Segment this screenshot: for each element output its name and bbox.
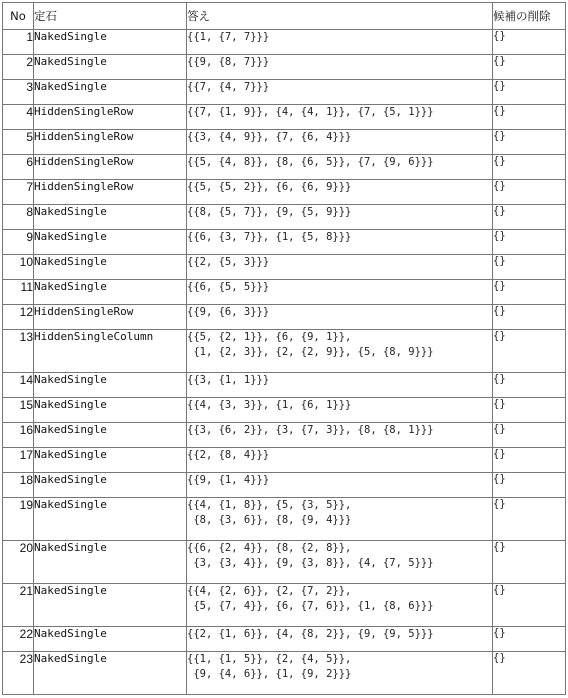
candidate-removal-cell: {}	[493, 280, 566, 305]
candidate-removal-cell: {}	[493, 498, 566, 541]
candidate-removal-cell: {}	[493, 80, 566, 105]
row-number: 10	[3, 255, 34, 280]
candidate-removal-cell: {}	[493, 55, 566, 80]
answer-cell	[187, 541, 493, 584]
candidate-removal-cell: {}	[493, 423, 566, 448]
header-no: No	[3, 3, 34, 30]
table-row	[3, 398, 566, 423]
technique-name: NakedSingle	[34, 423, 187, 448]
answer-cell	[187, 55, 493, 80]
table-row	[3, 280, 566, 305]
row-number: 23	[3, 652, 34, 695]
answer-line: {{6, {3, 7}}, {1, {5, 8}}}	[187, 231, 352, 243]
row-number: 9	[3, 230, 34, 255]
table-row	[3, 80, 566, 105]
technique-name: HiddenSingleRow	[34, 305, 187, 330]
row-number: 16	[3, 423, 34, 448]
technique-name: NakedSingle	[34, 398, 187, 423]
header-row	[3, 3, 566, 30]
table-row	[3, 373, 566, 398]
answer-cell	[187, 498, 493, 541]
candidate-removal-cell: {}	[493, 398, 566, 423]
table-row	[3, 541, 566, 584]
candidate-removal-cell: {}	[493, 155, 566, 180]
row-number: 12	[3, 305, 34, 330]
technique-name: NakedSingle	[34, 55, 187, 80]
table-row	[3, 330, 566, 373]
answer-cell	[187, 305, 493, 330]
answer-line: {8, {3, 6}}, {8, {9, 4}}}	[187, 514, 352, 526]
technique-name: NakedSingle	[34, 230, 187, 255]
technique-name: NakedSingle	[34, 584, 187, 627]
row-number: 5	[3, 130, 34, 155]
candidate-removal-cell: {}	[493, 105, 566, 130]
answer-line: {{2, {8, 4}}}	[187, 449, 270, 461]
answer-line: {{4, {2, 6}}, {2, {7, 2}},	[187, 585, 352, 597]
answer-line: {{7, {4, 7}}}	[187, 81, 270, 93]
answer-line: {1, {2, 3}}, {2, {2, 9}}, {5, {8, 9}}}	[187, 346, 434, 358]
row-number: 17	[3, 448, 34, 473]
answer-cell	[187, 330, 493, 373]
row-number: 4	[3, 105, 34, 130]
table-row	[3, 180, 566, 205]
row-number: 15	[3, 398, 34, 423]
row-number: 19	[3, 498, 34, 541]
answer-cell	[187, 448, 493, 473]
technique-name: NakedSingle	[34, 627, 187, 652]
technique-name: HiddenSingleRow	[34, 155, 187, 180]
table-row	[3, 305, 566, 330]
table-row	[3, 230, 566, 255]
answer-line: {{3, {1, 1}}}	[187, 374, 270, 386]
answer-cell	[187, 205, 493, 230]
answer-cell	[187, 130, 493, 155]
table-row	[3, 205, 566, 230]
answer-line: {3, {3, 4}}, {9, {3, 8}}, {4, {7, 5}}}	[187, 557, 434, 569]
answer-line: {9, {4, 6}}, {1, {9, 2}}}	[187, 668, 352, 680]
table-row	[3, 155, 566, 180]
answer-line: {{8, {5, 7}}, {9, {5, 9}}}	[187, 206, 352, 218]
candidate-removal-cell: {}	[493, 373, 566, 398]
answer-line: {{3, {6, 2}}, {3, {7, 3}}, {8, {8, 1}}}	[187, 424, 434, 436]
answer-line: {{7, {1, 9}}, {4, {4, 1}}, {7, {5, 1}}}	[187, 106, 434, 118]
answer-line: {{9, {6, 3}}}	[187, 306, 270, 318]
table-row	[3, 255, 566, 280]
answer-line: {{4, {3, 3}}, {1, {6, 1}}}	[187, 399, 352, 411]
answer-line: {5, {7, 4}}, {6, {7, 6}}, {1, {8, 6}}}	[187, 600, 434, 612]
candidate-removal-cell: {}	[493, 448, 566, 473]
row-number: 2	[3, 55, 34, 80]
candidate-removal-cell: {}	[493, 130, 566, 155]
technique-name: NakedSingle	[34, 205, 187, 230]
row-number: 13	[3, 330, 34, 373]
table-row	[3, 130, 566, 155]
table-row	[3, 627, 566, 652]
row-number: 11	[3, 280, 34, 305]
candidate-removal-cell: {}	[493, 473, 566, 498]
candidate-removal-cell: {}	[493, 541, 566, 584]
answer-line: {{2, {1, 6}}, {4, {8, 2}}, {9, {9, 5}}}	[187, 628, 434, 640]
candidate-removal-cell: {}	[493, 255, 566, 280]
answer-line: {{5, {4, 8}}, {8, {6, 5}}, {7, {9, 6}}}	[187, 156, 434, 168]
answer-cell	[187, 30, 493, 55]
candidate-removal-cell: {}	[493, 305, 566, 330]
technique-name: HiddenSingleRow	[34, 180, 187, 205]
table-row	[3, 55, 566, 80]
row-number: 20	[3, 541, 34, 584]
candidate-removal-cell: {}	[493, 205, 566, 230]
answer-cell	[187, 652, 493, 695]
answer-line: {{9, {1, 4}}}	[187, 474, 270, 486]
technique-name: NakedSingle	[34, 448, 187, 473]
table-row	[3, 105, 566, 130]
candidate-removal-cell: {}	[493, 627, 566, 652]
candidate-removal-cell: {}	[493, 652, 566, 695]
technique-name: HiddenSingleRow	[34, 105, 187, 130]
row-number: 18	[3, 473, 34, 498]
answer-line: {{1, {1, 5}}, {2, {4, 5}},	[187, 653, 352, 665]
candidate-removal-cell: {}	[493, 30, 566, 55]
answer-cell	[187, 373, 493, 398]
answer-cell	[187, 584, 493, 627]
technique-name: NakedSingle	[34, 80, 187, 105]
technique-name: NakedSingle	[34, 280, 187, 305]
table-row	[3, 473, 566, 498]
table-row	[3, 498, 566, 541]
technique-name: NakedSingle	[34, 498, 187, 541]
row-number: 21	[3, 584, 34, 627]
answer-cell	[187, 230, 493, 255]
technique-name: HiddenSingleColumn	[34, 330, 187, 373]
answer-cell	[187, 155, 493, 180]
candidate-removal-cell: {}	[493, 330, 566, 373]
answer-line: {{4, {1, 8}}, {5, {3, 5}},	[187, 499, 352, 511]
answer-cell	[187, 280, 493, 305]
technique-name: NakedSingle	[34, 30, 187, 55]
answer-line: {{9, {8, 7}}}	[187, 56, 270, 68]
answer-cell	[187, 105, 493, 130]
row-number: 3	[3, 80, 34, 105]
row-number: 7	[3, 180, 34, 205]
technique-name: NakedSingle	[34, 541, 187, 584]
answer-line: {{2, {5, 3}}}	[187, 256, 270, 268]
table-row	[3, 30, 566, 55]
row-number: 8	[3, 205, 34, 230]
table-row	[3, 652, 566, 695]
answer-line: {{1, {7, 7}}}	[187, 31, 270, 43]
row-number: 6	[3, 155, 34, 180]
technique-name: NakedSingle	[34, 373, 187, 398]
candidate-removal-cell: {}	[493, 584, 566, 627]
answer-cell	[187, 473, 493, 498]
header-candidate-removal: 候補の削除	[493, 3, 566, 30]
answer-line: {{5, {2, 1}}, {6, {9, 1}},	[187, 331, 352, 343]
header-technique: 定石	[34, 3, 187, 30]
row-number: 14	[3, 373, 34, 398]
candidate-removal-cell: {}	[493, 230, 566, 255]
technique-name: NakedSingle	[34, 652, 187, 695]
answer-line: {{6, {5, 5}}}	[187, 281, 270, 293]
answer-cell	[187, 627, 493, 652]
technique-name: HiddenSingleRow	[34, 130, 187, 155]
answer-line: {{3, {4, 9}}, {7, {6, 4}}}	[187, 131, 352, 143]
technique-name: NakedSingle	[34, 473, 187, 498]
table-row	[3, 448, 566, 473]
answer-cell	[187, 80, 493, 105]
row-number: 1	[3, 30, 34, 55]
row-number: 22	[3, 627, 34, 652]
answer-cell	[187, 423, 493, 448]
answer-cell	[187, 180, 493, 205]
answer-cell	[187, 255, 493, 280]
table-row	[3, 423, 566, 448]
candidate-removal-cell: {}	[493, 180, 566, 205]
solution-table	[2, 2, 566, 695]
technique-name: NakedSingle	[34, 255, 187, 280]
answer-line: {{5, {5, 2}}, {6, {6, 9}}}	[187, 181, 352, 193]
answer-cell	[187, 398, 493, 423]
header-answer: 答え	[187, 3, 493, 30]
answer-line: {{6, {2, 4}}, {8, {2, 8}},	[187, 542, 352, 554]
table-row	[3, 584, 566, 627]
